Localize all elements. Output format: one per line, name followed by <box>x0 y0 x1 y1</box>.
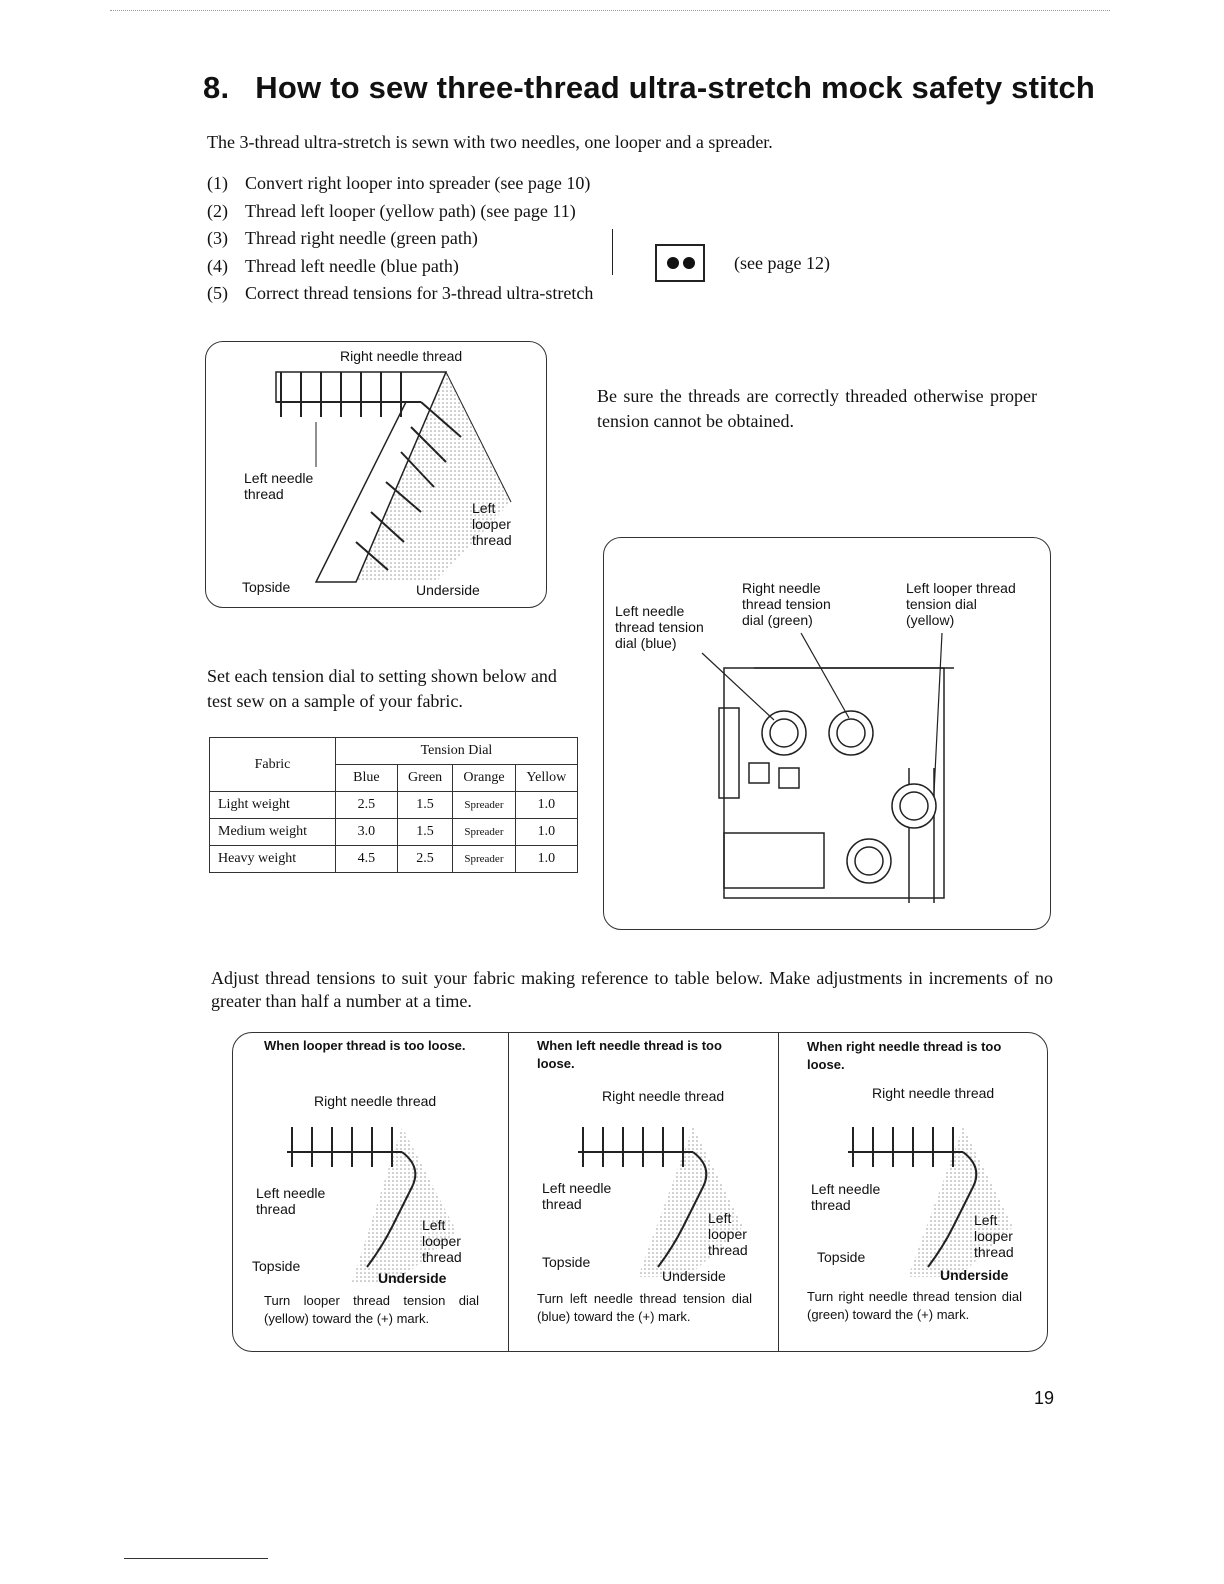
troubleshoot-right-needle <box>778 1032 1048 1352</box>
thread-note: Be sure the threads are correctly threaded otherwise proper tension cannot be obtained. <box>597 386 1037 431</box>
left-looper-thread-label: Left looper thread <box>422 1217 462 1265</box>
left-needle-thread-label: Left needle thread <box>244 470 314 502</box>
case-fix: Turn looper thread tension dial (yellow) toward the (+) mark. <box>264 1293 479 1326</box>
intro-text: The 3-thread ultra-stretch is sewn with two needles, one looper and a spreader. <box>207 132 773 152</box>
right-needle-thread-label: Right needle thread <box>872 1085 995 1101</box>
set-dial-text: Set each tension dial to setting shown below and test sew on a sample of your fabric. <box>207 666 557 711</box>
left-looper-thread-label: Left looper thread <box>472 500 512 548</box>
left-needle-thread-label: Left needle thread <box>256 1185 326 1217</box>
table-row: Light weight 2.5 1.5 Spreader 1.0 <box>210 792 578 819</box>
topside-label: Topside <box>542 1254 591 1270</box>
step-item: (5) Correct thread tensions for 3-thread ultra-stretch <box>207 283 594 303</box>
column-header: Blue <box>335 765 397 792</box>
topside-label: Topside <box>252 1258 301 1274</box>
underside-label: Underside <box>416 582 480 598</box>
case-fix: Turn left needle thread tension dial (blue) toward the (+) mark. <box>537 1291 752 1324</box>
steps-bracket <box>612 229 615 275</box>
left-looper-thread-label: Left looper thread <box>974 1212 1014 1260</box>
two-needle-icon <box>655 244 705 282</box>
fabric-header: Fabric <box>210 738 336 792</box>
step-item: (1) Convert right looper into spreader (see page 10) <box>207 173 591 193</box>
column-header: Green <box>397 765 452 792</box>
page-title <box>203 70 1095 106</box>
see-page-ref: (see page 12) <box>734 253 830 273</box>
troubleshoot-looper <box>232 1032 508 1352</box>
adjust-text: Adjust thread tensions to suit your fabric making reference to table below. Make adjustments in increments of no greater than half a number at a time. <box>211 968 1053 1011</box>
step-item: (2) Thread left looper (yellow path) (see page 11) <box>207 200 576 221</box>
footer-rule <box>124 1558 268 1559</box>
right-needle-dial-label: Right needle thread tension dial (green) <box>742 580 831 628</box>
tension-table <box>209 737 578 873</box>
left-needle-thread-label: Left needle thread <box>811 1181 881 1213</box>
column-header: Yellow <box>515 765 577 792</box>
left-needle-thread-label: Left needle thread <box>542 1180 612 1212</box>
section-number: 8. <box>203 70 230 105</box>
page-number: 19 <box>1034 1388 1055 1408</box>
tension-dial-header: Tension Dial <box>335 738 577 765</box>
steps-list <box>207 170 593 308</box>
left-needle-dial-label: Left needle thread tension dial (blue) <box>615 603 704 651</box>
left-looper-thread-label: Left looper thread <box>708 1210 748 1258</box>
underside-label: Underside <box>662 1268 726 1284</box>
topside-label: Topside <box>817 1249 866 1265</box>
topside-label: Topside <box>242 579 291 595</box>
underside-label: Underside <box>378 1270 447 1286</box>
table-row: Heavy weight 4.5 2.5 Spreader 1.0 <box>210 846 578 873</box>
right-needle-thread-label: Right needle thread <box>340 348 463 364</box>
case-fix: Turn right needle thread tension dial (green) toward the (+) mark. <box>807 1289 1022 1322</box>
table-row: Medium weight 3.0 1.5 Spreader 1.0 <box>210 819 578 846</box>
underside-label: Underside <box>940 1267 1009 1283</box>
case-title: When looper thread is too loose. <box>264 1038 466 1053</box>
dial-figure <box>603 537 1051 930</box>
right-needle-thread-label: Right needle thread <box>602 1088 725 1104</box>
troubleshoot-left-needle <box>508 1032 778 1352</box>
stitch-figure <box>205 341 547 608</box>
case-title: When right needle thread is too loose. <box>807 1039 1002 1072</box>
column-header: Orange <box>453 765 515 792</box>
step-item: (4) Thread left needle (blue path) <box>207 255 459 276</box>
section-title: How to sew three-thread ultra-stretch mock safety stitch <box>255 70 1096 105</box>
case-title: When left needle thread is too loose. <box>537 1038 722 1071</box>
top-scan-rule <box>110 10 1110 11</box>
right-needle-thread-label: Right needle thread <box>314 1093 437 1109</box>
step-item: (3) Thread right needle (green path) <box>207 228 478 248</box>
left-looper-dial-label: Left looper thread tension dial (yellow) <box>906 580 1016 628</box>
